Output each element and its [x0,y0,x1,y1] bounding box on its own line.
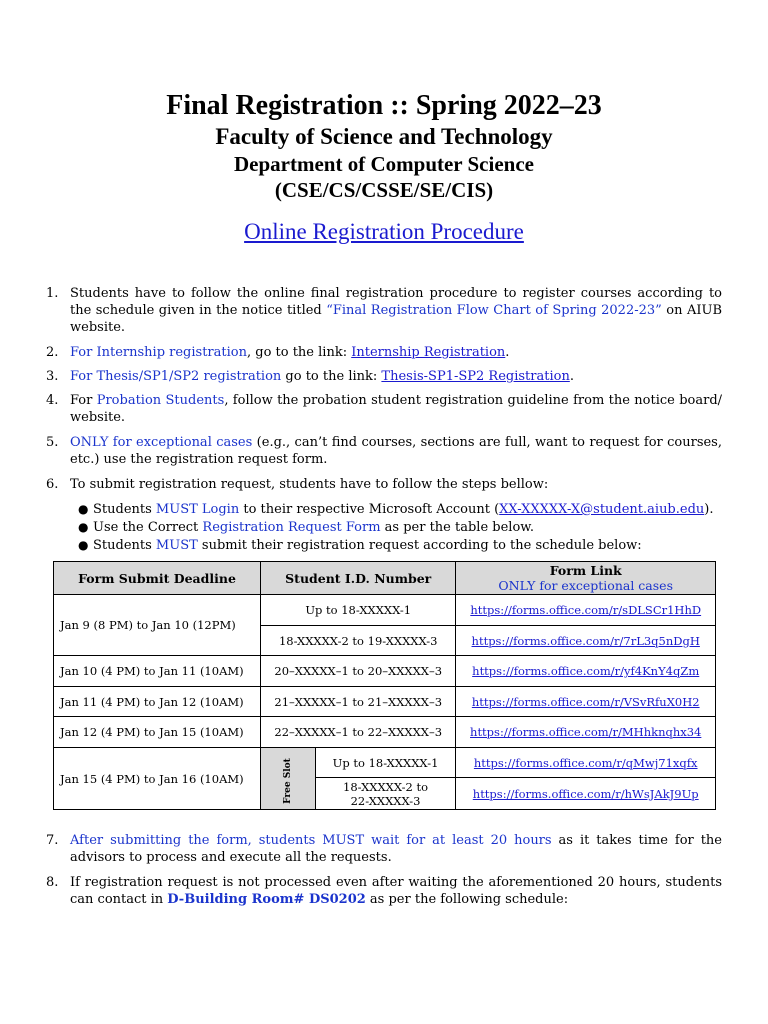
deadline-cell: Jan 15 (4 PM) to Jan 16 (10AM) [54,748,261,810]
bullet-icon: ● [78,502,89,516]
bullet-icon: ● [78,520,89,534]
form-link[interactable]: https://forms.office.com/r/7rL3q5nDgH [471,633,700,648]
programs-heading: (CSE/CS/CSSE/SE/CIS) [274,178,494,202]
form-link-cell [456,595,716,626]
form-link-cell [456,717,716,748]
free-slot-label: Free Slot [282,757,293,804]
schedule-table [53,561,716,810]
department-heading: Department of Computer Science [234,152,534,176]
item-text: Students have to follow the online final registration procedure to register courses according to the schedule given in the notice titled “Final Registration Flow Chart of Spring 2022-23” on AIUB website. [70,286,722,335]
document-title: Final Registration :: Spring 2022–23 [166,90,602,121]
student-id-cell: 20–XXXXX–1 to 20–XXXXX–3 [261,656,456,687]
item-text: ONLY for exceptional cases (e.g., can’t find courses, sections are full, want to request for courses, etc.) use the registration request form. [70,435,722,467]
deadline-cell: Jan 9 (8 PM) to Jan 10 (12PM) [54,595,261,656]
item-text: For Internship registration, go to the link: Internship Registration. [70,345,510,360]
student-id-cell: 22–XXXXX–1 to 22–XXXXX–3 [261,717,456,748]
form-link-cell [456,687,716,717]
form-link[interactable]: https://forms.office.com/r/qMwj71xqfx [473,755,698,770]
document-page: Final Registration :: Spring 2022–23 Faculty of Science and Technology Department of Computer Science (CSE/CS/CSSE/SE/CIS) Online Registration Procedure 1. Students have to follow the online final registration procedure to register courses according to the schedule given in the notice titled “Final Registration Flow Chart of Spring 2022-23” on AIUB website. 2. For Internship registration, go to the link: Internship Registration. 3. For Thesis/SP1/SP2 registration go to the link: Thesis-SP1-SP2 Registration. 4. For Probation Students, follow the probation student registration guideline from the notice board/ website. 5. ONLY for exceptional cases (e.g., can’t find courses, sections are full, want to request for courses, etc.) use the registration request form. 6. To submit registration request, students have to follow the steps bellow: ● Students MUST Login to their respective Microsoft Account (XX-XXXXX-X@student.aiub.edu). ● Use the Correct Registration Request Form as per the table below. ● Students MUST submit their registration request according to the schedule below: Form Submit Deadline Student I.D. Number Form Link ONLY for exceptional cases Jan 9 (8 PM) to Jan 10 (12PM) Up to 18-XXXXX-1 https://forms.office.com/r/sDLSCr1HhD 18-XXXXX-2 to 19-XXXXX-3 https://forms.office.com/r/7rL3q5nDgH Jan 10 (4 PM) to Jan 11 (10AM) 20–XXXXX–1 to 20–XXXXX–3 https://forms.office.com/r/yf4KnY4qZm Jan 11 (4 PM) to Jan 12 (10AM) 21–XXXXX–1 to 21–XXXXX–3 https://forms.office.com/r/VSvRfuX0H2 Jan 12 (4 PM) to Jan 15 (10AM) 22–XXXXX–1 to 22–XXXXX–3 https://forms.office.com/r/MHhknqhx34 Jan 15 (4 PM) to Jan 16 (10AM) Free Slot Up to 18-XXXXX-1 https://forms.office.com/r/qMwj71xqfx 18-XXXXX-2 to 22-XXXXX-3 https://forms.office.com/r/hWsJAkJ9Up 7. After submitting the form, students MUST wait for at least 20 hours as it takes time for the advisors to process and execute all the requests. 8. If registration request is not processed even after waiting the aforementioned 20 hours, students can contact in D-Building Room# DS0202 as per the following schedule: [0,0,768,1024]
student-id-cell: 18-XXXXX-2 to 22-XXXXX-3 [315,778,456,810]
table-row [54,656,716,687]
procedure-heading [0,217,768,247]
form-link-cell [456,656,716,687]
item-number: 3. [46,369,59,384]
table-header-row [54,562,716,595]
header-form-link: Form Link ONLY for exceptional cases [456,562,716,595]
item-text: After submitting the form, students MUST wait for at least 20 hours as it takes time for the advisors to process and execute all the requests. [70,833,722,865]
form-link-cell [456,748,716,778]
internship-registration-link[interactable]: Internship Registration [351,345,506,360]
item-number: 1. [46,286,59,301]
header-student-id: Student I.D. Number [261,562,456,595]
room-location: D-Building Room# DS0202 [167,892,366,907]
form-link-cell [456,778,716,810]
bullet-icon: ● [78,538,89,552]
notice-title: “Final Registration Flow Chart of Spring 2022-23” [326,303,662,318]
item-number: 8. [46,875,59,890]
item-text: For Probation Students, follow the probation student registration guideline from the notice board/ website. [70,393,723,425]
item-number: 7. [46,833,59,848]
header-form-link-sub: ONLY for exceptional cases [498,578,673,593]
form-link[interactable]: https://forms.office.com/r/hWsJAkJ9Up [472,786,699,801]
thesis-registration-link[interactable]: Thesis-SP1-SP2 Registration [381,369,570,384]
item-text: For Thesis/SP1/SP2 registration go to the link: Thesis-SP1-SP2 Registration. [70,369,574,384]
table-row [54,717,716,748]
student-email-link[interactable]: XX-XXXXX-X@student.aiub.edu [499,502,705,517]
form-link[interactable]: https://forms.office.com/r/VSvRfuX0H2 [471,694,700,709]
student-id-cell: 21–XXXXX–1 to 21–XXXXX–3 [261,687,456,717]
item-number: 6. [46,477,59,492]
faculty-heading: Faculty of Science and Technology [215,124,553,149]
student-id-cell: 18-XXXXX-2 to 19-XXXXX-3 [261,626,456,656]
student-id-cell: Up to 18-XXXXX-1 [261,595,456,626]
deadline-cell: Jan 12 (4 PM) to Jan 15 (10AM) [54,717,261,748]
item-number: 4. [46,393,59,408]
table-row [54,748,716,778]
deadline-cell: Jan 11 (4 PM) to Jan 12 (10AM) [54,687,261,717]
header-deadline: Form Submit Deadline [54,562,261,595]
form-link[interactable]: https://forms.office.com/r/MHhknqhx34 [470,725,702,739]
free-slot-cell [261,748,316,810]
item-text: To submit registration request, students have to follow the steps bellow: [70,477,549,492]
table-row [54,687,716,717]
form-link[interactable]: https://forms.office.com/r/yf4KnY4qZm [472,664,700,678]
item-number: 5. [46,435,59,450]
item-text: If registration request is not processed even after waiting the aforementioned 20 hours, students can contact in D-Building Room# DS0202 as per the following schedule: [70,875,722,907]
table-row [54,595,716,626]
form-link[interactable]: https://forms.office.com/r/sDLSCr1HhD [470,603,702,617]
procedure-heading-link[interactable]: Online Registration Procedure [244,219,524,244]
deadline-cell: Jan 10 (4 PM) to Jan 11 (10AM) [54,656,261,687]
form-link-cell [456,626,716,656]
item-number: 2. [46,345,59,360]
student-id-cell: Up to 18-XXXXX-1 [315,748,456,778]
